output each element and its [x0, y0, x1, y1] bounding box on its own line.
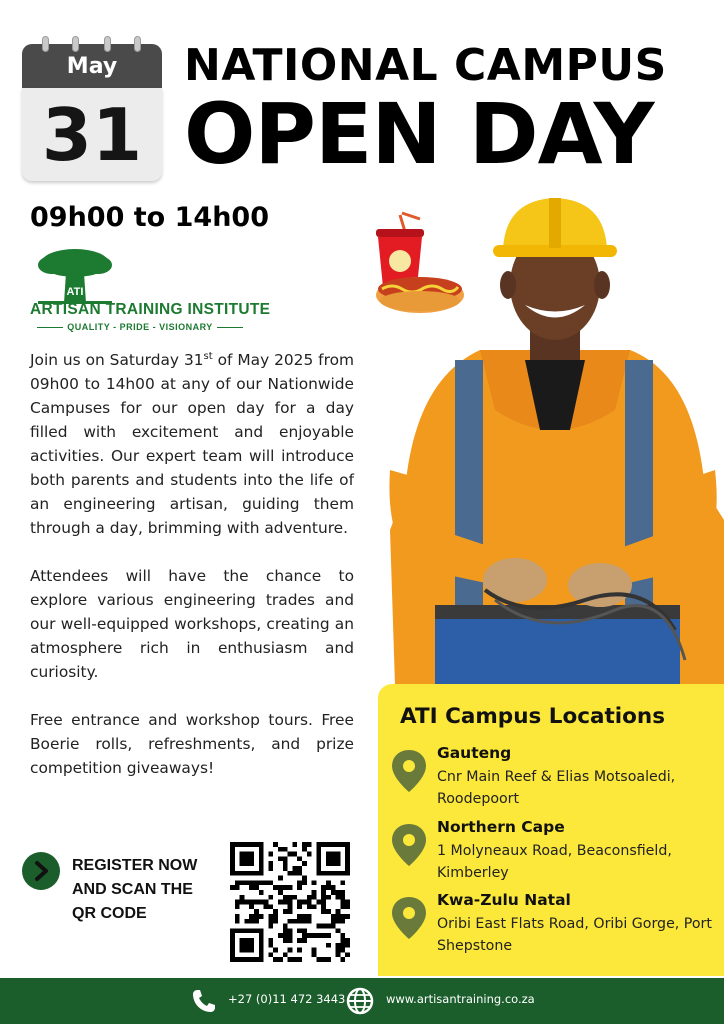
p1-rest: of May 2025 from 09h00 to 14h00 at any of our Nationwide Campuses for our open day for a day filled with excitement and enjoyable activities. Our expert team will introduce both parents and students into the life of an engineering artisan, guiding them through a day, brimming with adventure. — [30, 351, 354, 538]
footer-phone[interactable]: +27 (0)11 472 3443 — [228, 992, 346, 1006]
ati-logo — [30, 245, 271, 337]
calendar-icon — [22, 36, 162, 181]
calendar-day-label: 31 — [41, 92, 143, 177]
p1-sup: st — [203, 351, 213, 362]
location-address: Cnr Main Reef & Elias Motsoaledi, Roodepoort — [437, 769, 676, 807]
campus-locations-title: ATI Campus Locations — [400, 704, 666, 729]
register-line-3: QR CODE — [72, 905, 147, 922]
footer-website[interactable]: www.artisantraining.co.za — [386, 992, 535, 1006]
location-name: Kwa-Zulu Natal — [437, 891, 571, 909]
logo-name: ARTISAN TRAINING INSTITUTE — [30, 301, 271, 318]
location-kwazulu-natal — [392, 891, 717, 961]
location-address: Oribi East Flats Road, Oribi Gorge, Port Shepstone — [437, 916, 712, 954]
logo-tagline-text: QUALITY - PRIDE - VISIONARY — [67, 322, 213, 332]
location-name: Gauteng — [437, 744, 512, 762]
description-paragraph-3: Free entrance and workshop tours. Free Boerie rolls, refreshments, and prize competition giveaways! — [30, 711, 354, 778]
headline-line-1: NATIONAL CAMPUS — [184, 40, 667, 91]
register-line-1: REGISTER NOW — [72, 857, 198, 874]
worker-illustration — [385, 190, 724, 685]
campus-locations-panel — [378, 684, 724, 976]
logo-tagline — [30, 322, 250, 332]
event-time: 09h00 to 14h00 — [30, 202, 269, 233]
globe-icon — [345, 986, 375, 1016]
description-paragraph-2: Attendees will have the chance to explore various engineering trades and our well-equipped workshops, creating an atmosphere rich in enthusiasm and curiosity. — [30, 567, 354, 682]
map-pin-icon — [392, 750, 426, 792]
description-paragraph-1 — [30, 345, 354, 540]
baobab-tree-icon — [30, 245, 120, 305]
map-pin-icon — [392, 897, 426, 939]
logo-badge: ATI — [66, 286, 84, 298]
phone-icon — [190, 987, 218, 1015]
calendar-rings — [22, 36, 162, 56]
calendar-day — [22, 88, 162, 181]
location-address: 1 Molyneaux Road, Beaconsfield, Kimberley — [437, 843, 672, 881]
calendar-month-label: May — [66, 53, 118, 79]
map-pin-icon — [392, 824, 426, 866]
location-gauteng — [392, 744, 717, 814]
footer-bar — [0, 978, 724, 1024]
event-description — [30, 345, 354, 804]
p1-start: Join us on Saturday 31 — [30, 351, 204, 370]
qr-code[interactable] — [230, 842, 350, 962]
register-arrow-button[interactable] — [22, 852, 60, 890]
chevron-right-icon — [30, 860, 52, 882]
register-text — [72, 854, 222, 926]
register-line-2: AND SCAN THE — [72, 881, 193, 898]
location-name: Northern Cape — [437, 818, 565, 836]
location-northern-cape — [392, 818, 717, 888]
headline-line-2: OPEN DAY — [184, 85, 654, 183]
